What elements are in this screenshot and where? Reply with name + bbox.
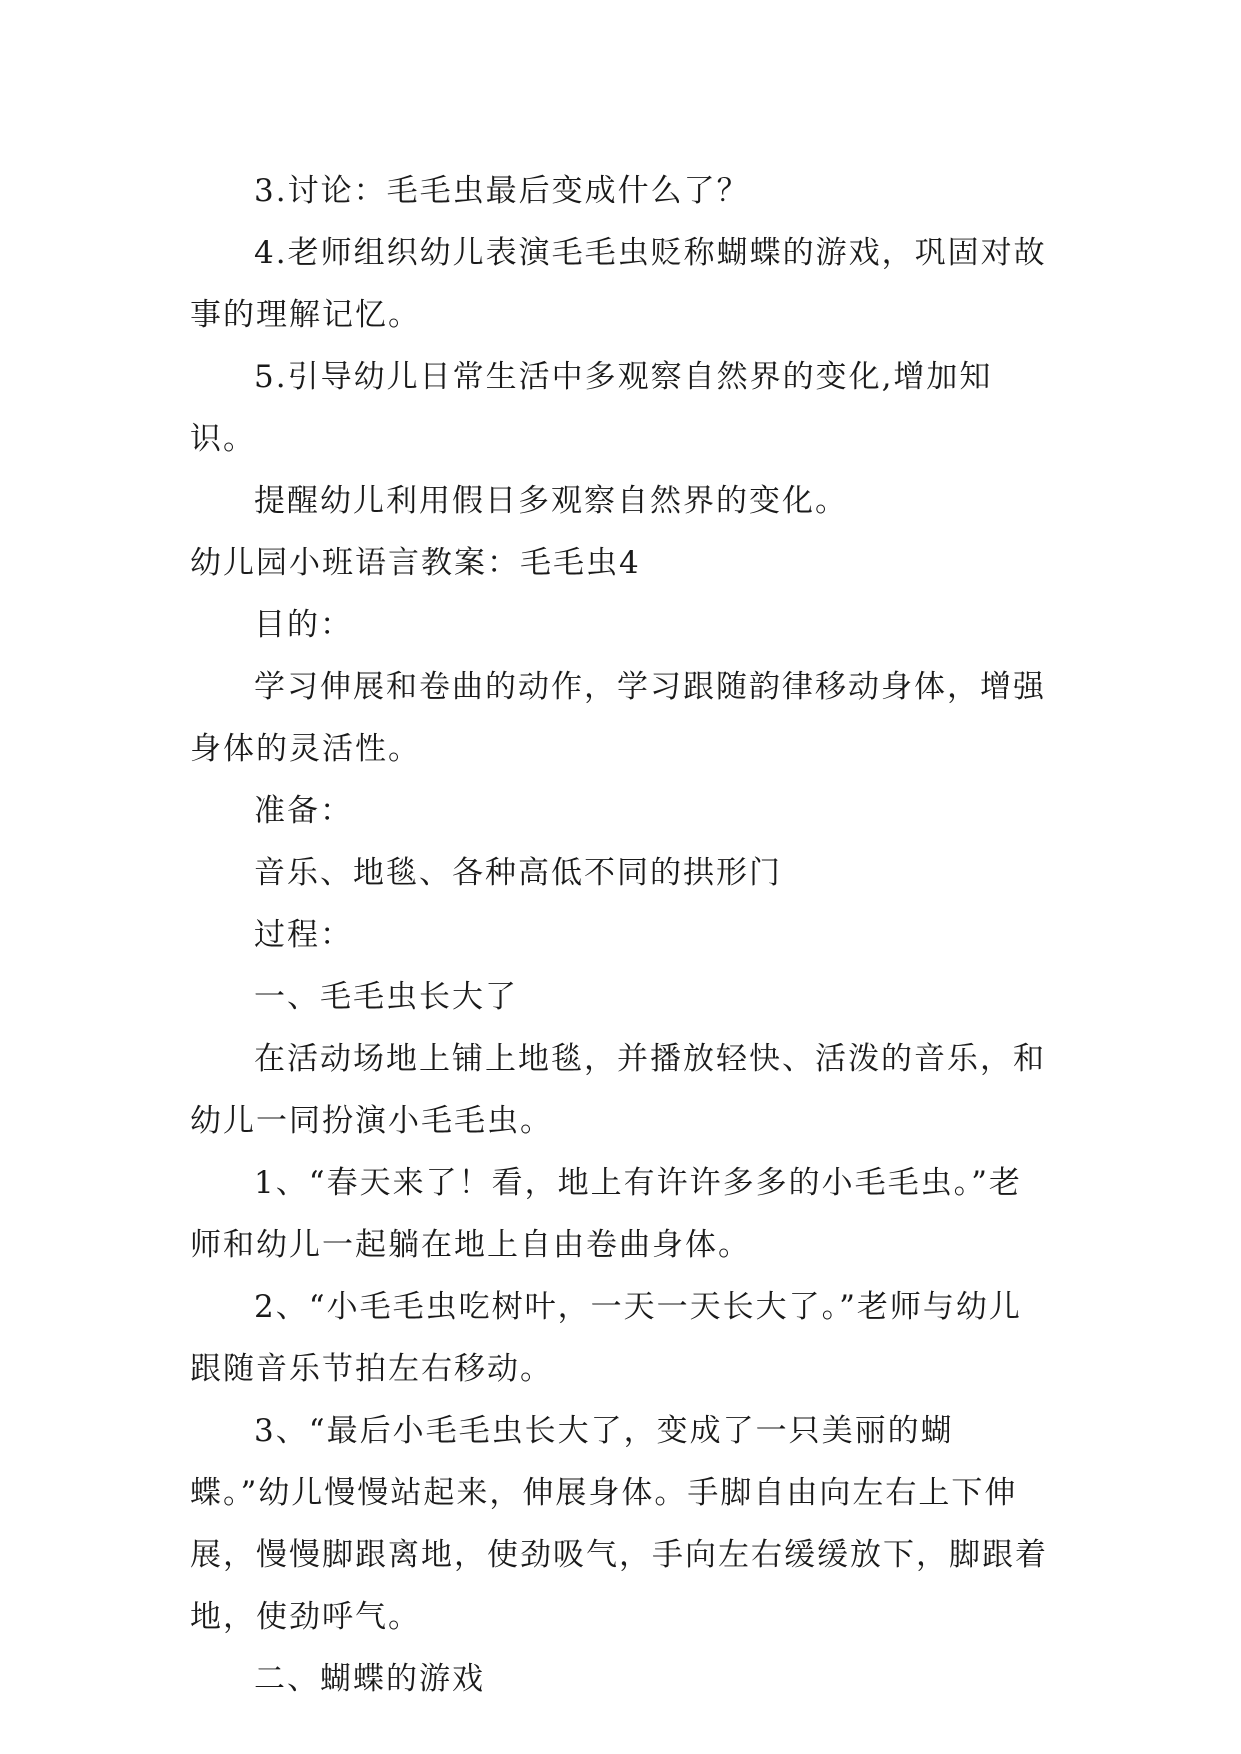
subheading-step-two: 二、蝴蝶的游戏 <box>254 1661 485 1697</box>
section-heading: 幼儿园小班语言教案：毛毛虫4 <box>190 545 641 581</box>
paragraph-goal: 学习伸展和卷曲的动作，学习跟随韵律移动身体，增强身体的灵活性。 <box>190 669 1046 767</box>
paragraph-performance: 4.老师组织幼儿表演毛毛虫贬称蝴蝶的游戏，巩固对故事的理解记忆。 <box>190 235 1047 333</box>
label-preparation: 准备： <box>254 793 353 829</box>
paragraph-activity-setup: 在活动场地上铺上地毯，并播放轻快、活泼的音乐，和幼儿一同扮演小毛毛虫。 <box>190 1041 1046 1139</box>
paragraph-step-3: 3、“最后小毛毛虫长大了，变成了一只美丽的蝴蝶。”幼儿慢慢站起来，伸展身体。手脚自由向左右上下伸展，慢慢脚跟离地，使劲吸气，手向左右缓缓放下，脚跟着地，使劲呼气。 <box>190 1413 1048 1635</box>
document-body <box>190 160 1052 1710</box>
subheading-step-one: 一、毛毛虫长大了 <box>254 979 518 1015</box>
label-goal: 目的： <box>254 607 353 643</box>
paragraph-observe-nature: 5.引导幼儿日常生活中多观察自然界的变化,增加知识。 <box>190 359 993 457</box>
paragraph-step-1: 1、“春天来了！看，地上有许许多多的小毛毛虫。”老师和幼儿一起躺在地上自由卷曲身体。 <box>190 1165 1022 1263</box>
paragraph-step-2: 2、“小毛毛虫吃树叶，一天一天长大了。”老师与幼儿跟随音乐节拍左右移动。 <box>190 1289 1022 1387</box>
paragraph-discussion: 3.讨论：毛毛虫最后变成什么了？ <box>254 173 750 209</box>
label-process: 过程： <box>254 917 353 953</box>
paragraph-holiday-reminder: 提醒幼儿利用假日多观察自然界的变化。 <box>254 483 848 519</box>
paragraph-preparation: 音乐、地毯、各种高低不同的拱形门 <box>254 855 782 891</box>
